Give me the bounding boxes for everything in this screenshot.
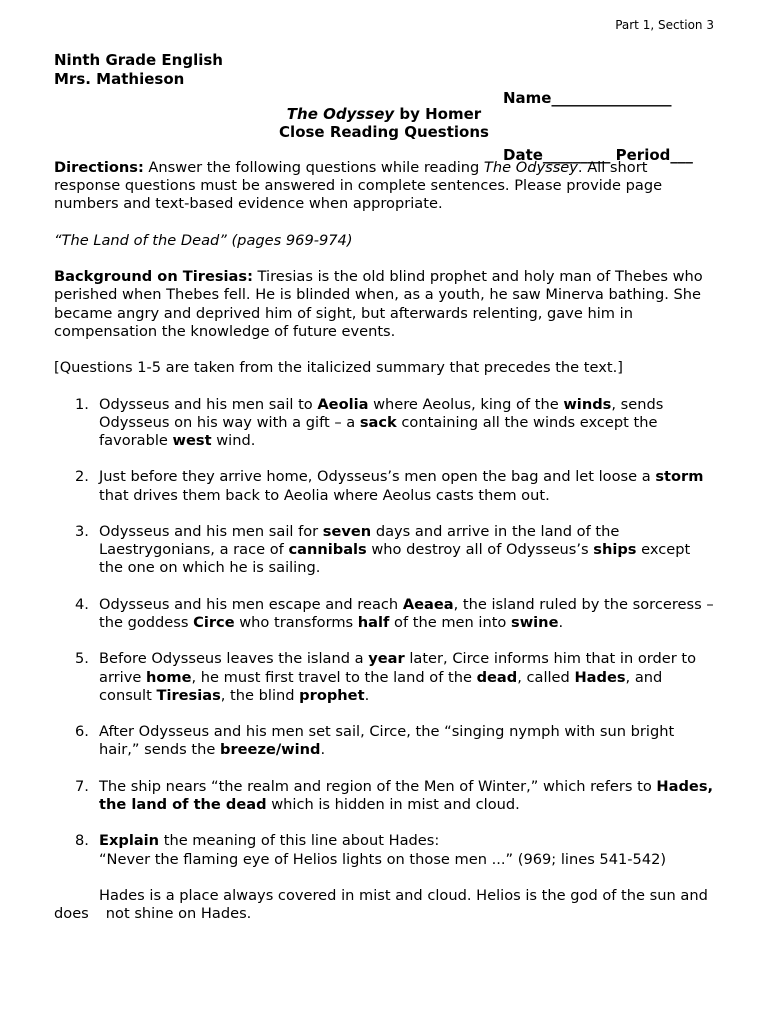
- keyword: swine: [511, 613, 559, 631]
- directions-paragraph: [54, 159, 718, 214]
- keyword: cannibals: [288, 541, 367, 559]
- title-work: The Odyssey: [286, 105, 395, 123]
- question-text-segment: of the men into: [389, 613, 512, 631]
- question-item: [54, 723, 718, 759]
- question-text-segment: .: [320, 741, 326, 759]
- keyword: dead: [476, 668, 518, 686]
- question-text-segment: Odysseus and his men sail for: [99, 522, 323, 540]
- question-text-segment: that drives them back to Aeolia where Aeolus casts them out.: [99, 486, 550, 504]
- header-left: [54, 51, 223, 89]
- question-text-segment: days and arrive in the land of the Laestrygonians, a race of: [99, 522, 620, 559]
- question-text: [99, 396, 663, 449]
- question-text-segment: containing all the winds except the favorable: [99, 413, 658, 449]
- question-text-segment: where Aeolus, king of the: [368, 395, 564, 413]
- question-text: [99, 596, 714, 631]
- directions-label: Directions:: [54, 159, 144, 176]
- keyword: year: [368, 650, 405, 668]
- keyword: prophet: [299, 686, 365, 704]
- directions-text: Answer the following questions while reading: [143, 159, 484, 176]
- question-text: [99, 778, 713, 813]
- question-text: [99, 723, 674, 758]
- question-text-segment: Before Odysseus leaves the island a: [99, 650, 369, 668]
- title-line: [0, 105, 768, 123]
- question-text-segment: After Odysseus and his men set sail, Circe, the “singing nymph with sun bright hair,” sends the: [99, 723, 675, 759]
- keyword: half: [357, 613, 390, 631]
- question-quote: “Never the flaming eye of Helios lights on those men ...” (969; lines 541-542): [99, 850, 667, 868]
- question-text-segment: .: [364, 686, 370, 704]
- directions-work-title: The Odyssey: [483, 159, 578, 176]
- question-item: [54, 468, 718, 504]
- question-text: [99, 468, 703, 503]
- section-heading: [54, 232, 718, 250]
- title-author: by Homer: [394, 105, 482, 123]
- keyword: Aeaea: [402, 595, 454, 613]
- question-list: [54, 396, 718, 869]
- question-text-segment: Just before they arrive home, Odysseus’s men open the bag and let loose a: [99, 468, 656, 486]
- answer-text-continued: not shine on Hades.: [105, 905, 252, 923]
- question-text: [99, 650, 696, 703]
- question-text-segment: who destroy all of Odysseus’s: [366, 541, 594, 559]
- question-item: [54, 596, 718, 632]
- question-item: [54, 832, 718, 868]
- question-number: 8.: [75, 832, 89, 850]
- keyword: home: [146, 668, 192, 686]
- question-text-segment: , sends Odysseus on his way with a gift – a: [99, 395, 664, 431]
- keyword: Hades, the land of the dead: [99, 777, 714, 813]
- directions-text-continued: . All short response questions must be answered in complete sentences. Please provide page numbers and text-based evidence when appropriate.: [54, 159, 663, 213]
- question-number: 7.: [75, 777, 89, 795]
- question-number: 2.: [75, 468, 89, 486]
- questions-note: [Questions 1-5 are taken from the italicized summary that precedes the text.]: [54, 359, 623, 377]
- question-text-segment: , called: [517, 668, 575, 686]
- background-text: Tiresias is the old blind prophet and holy man of Thebes who perished when Thebes fell. He is blinded when, as a youth, he saw Minerva bathing. She became angry and deprived him of sight, but afterwards relenting, gave him in compensation the knowledge of future events.: [54, 268, 703, 340]
- keyword: Aeolia: [317, 395, 369, 413]
- keyword: seven: [322, 522, 372, 540]
- question-text-segment: except the one on which he is sailing.: [99, 541, 691, 577]
- keyword: sack: [359, 413, 397, 431]
- keyword: Hades: [574, 668, 626, 686]
- question-number: 4.: [75, 595, 89, 613]
- answer-text: Hades is a place always covered in mist and cloud. Helios is the god of the sun and does: [54, 886, 708, 923]
- question-text-segment: wind.: [211, 431, 256, 449]
- keyword: Explain: [99, 832, 160, 850]
- keyword: ships: [593, 541, 637, 559]
- answer-paragraph[interactable]: [54, 887, 718, 923]
- teacher-name: Mrs. Mathieson: [54, 70, 185, 88]
- document-title: [0, 105, 768, 141]
- page-label: Part 1, Section 3: [615, 18, 714, 32]
- question-text-segment: , and consult: [99, 668, 663, 704]
- keyword: breeze/wind: [220, 741, 321, 759]
- question-text-segment: , he must first travel to the land of the: [191, 668, 477, 686]
- date-period-field[interactable]: Date_________ Period___: [503, 146, 693, 164]
- student-name-field[interactable]: Name________________: [503, 89, 672, 107]
- question-item: [54, 778, 718, 814]
- background-paragraph: [54, 268, 718, 341]
- question-text-segment: , the island ruled by the sorceress – the goddess: [99, 595, 714, 631]
- question-number: 3.: [75, 522, 89, 540]
- keyword: Tiresias: [156, 686, 221, 704]
- document-body: [54, 159, 718, 942]
- section-heading-text: “The Land of the Dead” (pages 969-974): [54, 231, 353, 249]
- question-item: [54, 650, 718, 705]
- question-text-segment: Odysseus and his men escape and reach: [99, 595, 403, 613]
- keyword: west: [172, 431, 212, 449]
- question-text-segment: the meaning of this line about Hades:: [159, 832, 440, 850]
- question-text-segment: .: [558, 613, 564, 631]
- question-text-segment: , the blind: [220, 686, 300, 704]
- question-text-segment: who transforms: [234, 613, 358, 631]
- question-item: [54, 396, 718, 451]
- keyword: Circe: [193, 613, 235, 631]
- question-text-segment: The ship nears “the realm and region of the Men of Winter,” which refers to: [99, 777, 657, 795]
- title-subtitle: Close Reading Questions: [279, 123, 489, 141]
- question-text-segment: Odysseus and his men sail to: [99, 395, 318, 413]
- question-number: 5.: [75, 650, 89, 668]
- background-label: Background on Tiresias:: [54, 268, 253, 286]
- question-text: [99, 832, 439, 849]
- question-number: 1.: [75, 395, 89, 413]
- keyword: winds: [563, 395, 612, 413]
- question-text: [99, 523, 690, 576]
- course-name: Ninth Grade English: [54, 51, 223, 69]
- question-text-segment: later, Circe informs him that in order to arrive: [99, 650, 697, 686]
- question-item: [54, 523, 718, 578]
- keyword: storm: [655, 468, 704, 486]
- question-number: 6.: [75, 723, 89, 741]
- question-text-segment: which is hidden in mist and cloud.: [266, 795, 520, 813]
